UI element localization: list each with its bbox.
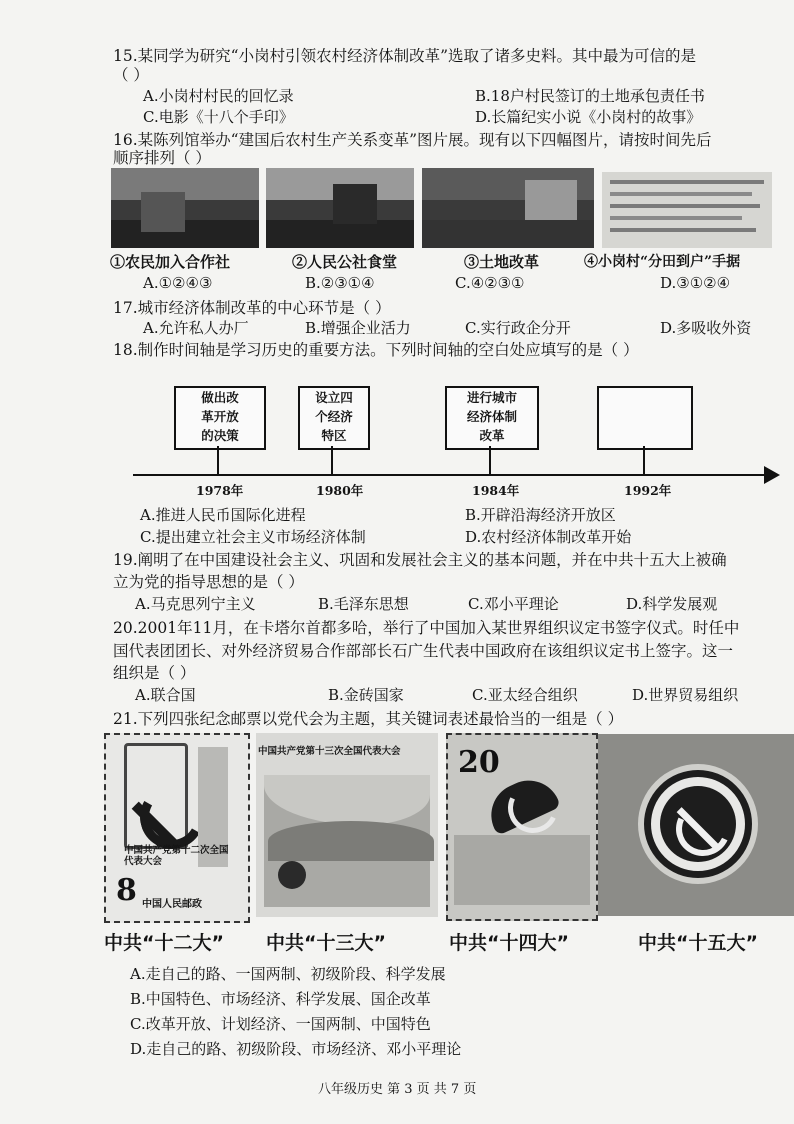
q20-option-a: A.联合国 — [135, 686, 196, 704]
q18-option-d: D.农村经济体制改革开始 — [465, 528, 632, 546]
q19-option-b: B.毛泽东思想 — [318, 595, 409, 613]
q20-stem-line1: 20.2001年11月，在卡塔尔首都多哈，举行了中国加入某世界组织议定书签字仪式。时任中 — [113, 619, 740, 637]
timeline-year-1978: 1978年 — [196, 483, 244, 498]
stamp-14th-congress — [446, 733, 598, 921]
timeline-year-1980: 1980年 — [316, 483, 364, 498]
q19-stem-line1: 19.阐明了在中国建设社会主义、巩固和发展社会主义的基本问题，并在中共十五大上被确 — [113, 551, 727, 569]
emblem-icon — [278, 861, 306, 889]
q20-stem-line3: 组织是（ ） — [113, 664, 196, 682]
timeline-connector-1992 — [643, 446, 645, 474]
q15-option-c: C.电影《十八个手印》 — [143, 108, 294, 126]
q16-option-a: A.①②④③ — [143, 274, 213, 292]
q19-option-d: D.科学发展观 — [626, 595, 718, 613]
q19-option-a: A.马克思列宁主义 — [135, 595, 256, 613]
timeline-arrow-icon — [764, 466, 780, 484]
photo-land-reform — [422, 168, 594, 248]
page-footer: 八年级历史 第 3 页 共 7 页 — [318, 1082, 477, 1097]
timeline-box-1978: 做出改 革开放 的决策 — [174, 386, 266, 450]
q17-stem: 17.城市经济体制改革的中心环节是（ ） — [113, 299, 391, 317]
timeline-year-1984: 1984年 — [472, 483, 520, 498]
q17-option-c: C.实行政企分开 — [465, 319, 571, 337]
q15-stem-line1: 15.某同学为研究“小岗村引领农村经济体制改革”选取了诸多史料。其中最为可信的是 — [113, 47, 697, 65]
stamp-12th-congress — [104, 733, 250, 923]
q20-option-b: B.金砖国家 — [328, 686, 404, 704]
q21-option-c: C.改革开放、计划经济、一国两制、中国特色 — [130, 1015, 431, 1033]
q18-option-a: A.推进人民币国际化进程 — [140, 506, 306, 524]
q15-option-b: B.18户村民签订的土地承包责任书 — [475, 87, 705, 105]
q16-caption-1: ①农民加入合作社 — [110, 253, 231, 271]
q20-option-c: C.亚太经合组织 — [472, 686, 578, 704]
q17-option-a: A.允许私人办厂 — [143, 319, 249, 337]
stamp1-value: 8 — [116, 873, 137, 908]
stamp-caption-13: 中共“十三大” — [266, 932, 386, 954]
q18-stem: 18.制作时间轴是学习历史的重要方法。下列时间轴的空白处应填写的是（ ） — [113, 341, 639, 359]
timeline-connector-1984 — [489, 446, 491, 474]
q17-option-b: B.增强企业活力 — [305, 319, 411, 337]
stamp-13th-congress — [256, 733, 438, 917]
q17-option-d: D.多吸收外资 — [660, 319, 752, 337]
q21-option-a: A.走自己的路、一国两制、初级阶段、科学发展 — [130, 965, 446, 983]
timeline-axis — [133, 474, 769, 476]
stamp2-top-text: 中国共产党第十三次全国代表大会 — [258, 746, 401, 757]
q16-caption-4: ④小岗村“分田到户”手据 — [584, 254, 741, 270]
q18-option-b: B.开辟沿海经济开放区 — [465, 506, 616, 524]
q16-caption-3: ③土地改革 — [464, 253, 540, 271]
q16-stem-line2: 顺序排列（ ） — [113, 149, 211, 167]
stamp-caption-14: 中共“十四大” — [449, 932, 569, 954]
photo-cooperative — [111, 168, 259, 248]
q21-stem: 21.下列四张纪念邮票以党代会为主题，其关键词表述最恰当的一组是（ ） — [113, 710, 624, 728]
q21-option-d: D.走自己的路、初级阶段、市场经济、邓小平理论 — [130, 1040, 462, 1058]
q16-option-d: D.③①②④ — [660, 274, 731, 292]
photo-commune-canteen — [266, 168, 414, 248]
photo-xiaogang-contract — [602, 172, 772, 248]
stamp-caption-12: 中共“十二大” — [104, 932, 224, 954]
timeline-connector-1978 — [217, 446, 219, 474]
stamp1-text: 中国共产党第十二次全国代表大会 — [124, 845, 229, 867]
timeline-box-1980: 设立四 个经济 特区 — [298, 386, 370, 450]
q16-caption-2: ②人民公社食堂 — [292, 253, 398, 271]
stamp-caption-15: 中共“十五大” — [638, 932, 758, 954]
q16-option-c: C.④②③① — [455, 274, 525, 292]
q15-option-d: D.长篇纪实小说《小岗村的故事》 — [475, 108, 702, 126]
q20-stem-line2: 国代表团团长、对外经济贸易合作部部长石广生代表中国政府在该组织议定书上签字。这一 — [113, 642, 734, 660]
q15-option-a: A.小岗村村民的回忆录 — [143, 87, 294, 105]
timeline-year-1992: 1992年 — [624, 483, 672, 498]
timeline-connector-1980 — [331, 446, 333, 474]
stamp3-value: 20 — [458, 745, 500, 780]
q16-option-b: B.②③①④ — [305, 274, 375, 292]
stamp-15th-congress — [598, 734, 794, 916]
timeline-box-blank — [597, 386, 693, 450]
q21-option-b: B.中国特色、市场经济、科学发展、国企改革 — [130, 990, 431, 1008]
q18-option-c: C.提出建立社会主义市场经济体制 — [140, 528, 366, 546]
q16-stem-line1: 16.某陈列馆举办“建国后农村生产关系变革”图片展。现有以下四幅图片，请按时间先后 — [113, 131, 712, 149]
timeline-box-1984: 进行城市 经济体制 改革 — [445, 386, 539, 450]
stamp1-post: 中国人民邮政 — [142, 899, 202, 910]
q19-stem-line2: 立为党的指导思想的是（ ） — [113, 573, 304, 591]
q15-stem-line2: （ ） — [113, 66, 149, 84]
q19-option-c: C.邓小平理论 — [468, 595, 559, 613]
q20-option-d: D.世界贸易组织 — [632, 686, 739, 704]
